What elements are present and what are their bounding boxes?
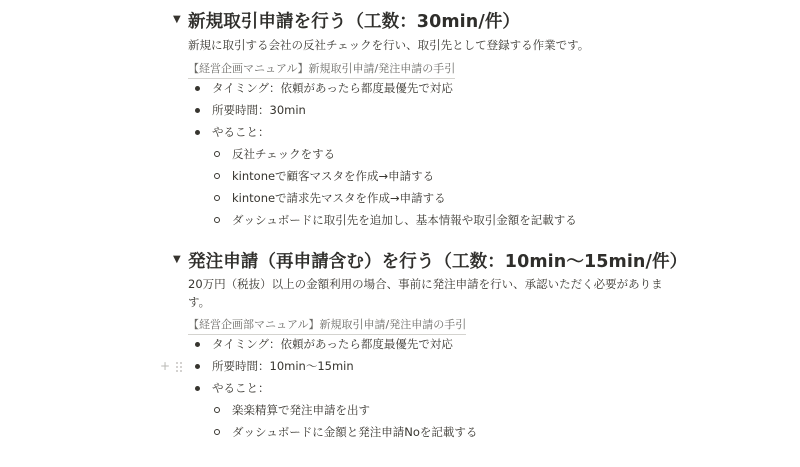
section-description-line[interactable]: す。 xyxy=(188,295,211,309)
sub-list-item[interactable] xyxy=(214,422,477,442)
sub-list-item[interactable] xyxy=(214,210,577,230)
list-item[interactable] xyxy=(195,78,453,98)
list-item[interactable] xyxy=(195,122,270,142)
bullet-dot-icon xyxy=(195,108,200,113)
list-item-text: 所要時間：10min〜15min xyxy=(212,359,354,373)
drag-handle-icon[interactable] xyxy=(176,362,182,372)
list-item-text: やること： xyxy=(212,381,270,395)
list-item[interactable] xyxy=(195,356,354,376)
list-item-text: やること： xyxy=(212,125,270,139)
bullet-dot-icon xyxy=(195,86,200,91)
list-item[interactable] xyxy=(195,100,306,120)
toggle-triangle-icon[interactable]: ▼ xyxy=(173,14,181,25)
list-item[interactable] xyxy=(195,378,270,398)
section-heading[interactable]: 新規取引申請を行う（工数：30min/件） xyxy=(188,12,521,32)
sub-list-item[interactable] xyxy=(214,144,335,164)
bullet-dot-icon xyxy=(195,130,200,135)
section-description-line[interactable]: 20万円（税抜）以上の金額利用の場合、事前に発注申請を行い、承認いただく必要がありま xyxy=(188,277,663,291)
bullet-circle-icon xyxy=(214,173,220,179)
list-item-text: タイミング：依頼があったら都度最優先で対応 xyxy=(212,81,453,95)
bullet-circle-icon xyxy=(214,151,220,157)
section-heading[interactable]: 発注申請（再申請含む）を行う（工数：10min〜15min/件） xyxy=(188,252,688,272)
sub-list-item-text: ダッシュボードに取引先を追加し、基本情報や取引金額を記載する xyxy=(232,213,577,227)
bullet-dot-icon xyxy=(195,364,200,369)
bullet-circle-icon xyxy=(214,217,220,223)
sub-list-item[interactable] xyxy=(214,166,434,186)
bullet-dot-icon xyxy=(195,342,200,347)
sub-list-item[interactable] xyxy=(214,188,446,208)
sub-list-item-text: kintoneで請求先マスタを作成→申請する xyxy=(232,191,446,205)
plus-icon[interactable]: + xyxy=(160,359,171,373)
bullet-dot-icon xyxy=(195,386,200,391)
manual-link[interactable]: 【経営企画部マニュアル】新規取引申請/発注申請の手引 xyxy=(188,316,466,335)
toggle-triangle-icon[interactable]: ▼ xyxy=(173,254,181,265)
bullet-circle-icon xyxy=(214,195,220,201)
list-item[interactable] xyxy=(195,334,453,354)
section-description[interactable]: 新規に取引する会社の反社チェックを行い、取引先として登録する作業です。 xyxy=(188,38,590,52)
sub-list-item-text: 反社チェックをする xyxy=(232,147,336,161)
sub-list-item-text: kintoneで顧客マスタを作成→申請する xyxy=(232,169,435,183)
sub-list-item-text: ダッシュボードに金額と発注申請Noを記載する xyxy=(232,425,478,439)
list-item-text: タイミング：依頼があったら都度最優先で対応 xyxy=(212,337,453,351)
manual-link[interactable]: 【経営企画マニュアル】新規取引申請/発注申請の手引 xyxy=(188,60,455,79)
bullet-circle-icon xyxy=(214,407,220,413)
sub-list-item[interactable] xyxy=(214,400,370,420)
sub-list-item-text: 楽楽精算で発注申請を出す xyxy=(232,403,370,417)
list-item-text: 所要時間：30min xyxy=(212,103,306,117)
bullet-circle-icon xyxy=(214,429,220,435)
